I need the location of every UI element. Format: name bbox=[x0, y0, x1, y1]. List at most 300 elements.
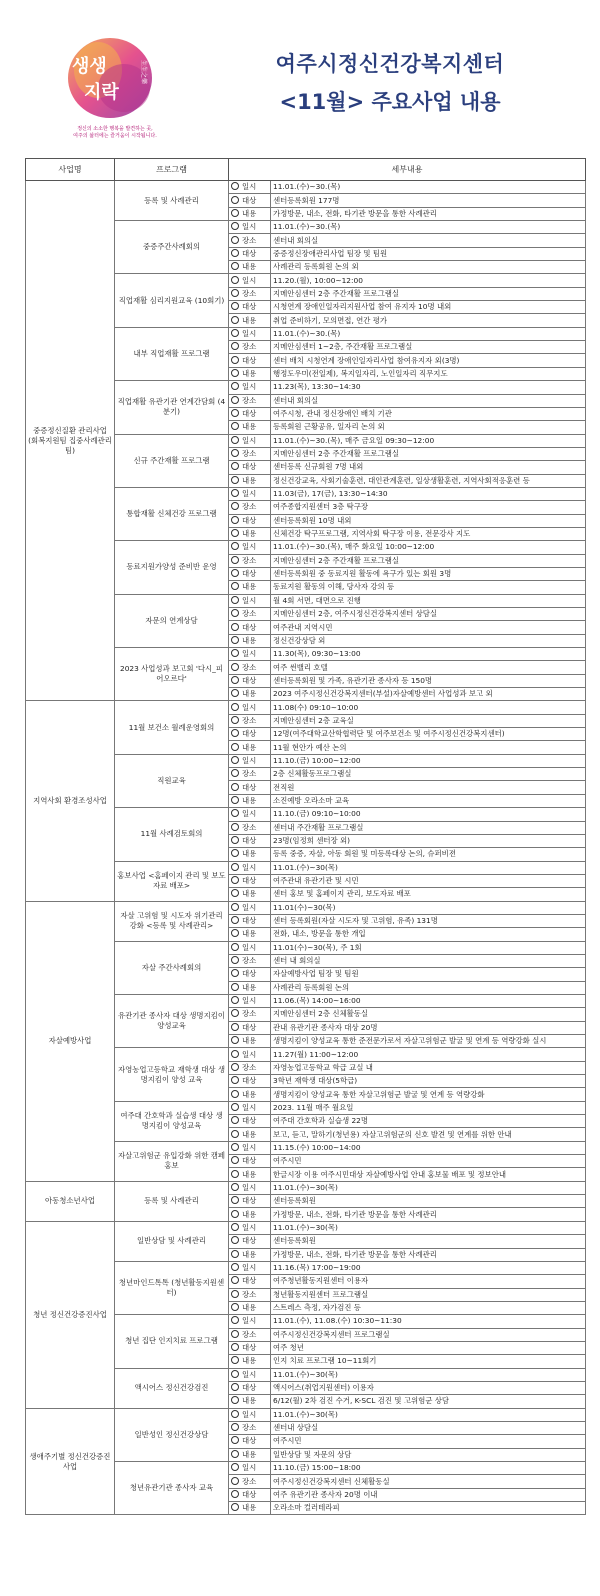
business-name: 생애주기별 정신건강증진사업 bbox=[26, 1408, 115, 1515]
program-name: 신규 주간재활 프로그램 bbox=[115, 434, 229, 487]
detail-label: 장소 bbox=[242, 395, 257, 405]
detail-value: 가정방문, 내소, 전화, 타기관 방문을 통한 사례관리 bbox=[271, 207, 586, 220]
detail-label: 장소 bbox=[242, 1009, 257, 1019]
detail-label: 대상 bbox=[242, 1489, 257, 1499]
detail-label-cell bbox=[229, 834, 271, 847]
detail-label-cell bbox=[229, 1208, 271, 1221]
circle-bullet-icon bbox=[231, 956, 239, 964]
detail-label: 대상 bbox=[242, 569, 257, 579]
detail-value: 센터등록회원 중 동료지원 활동에 욕구가 있는 회원 3명 bbox=[271, 567, 586, 580]
circle-bullet-icon bbox=[231, 542, 239, 550]
program-name: 직업재활 유관기관 연계간담회 (4분기) bbox=[115, 381, 229, 434]
circle-bullet-icon bbox=[231, 823, 239, 831]
circle-bullet-icon bbox=[231, 249, 239, 257]
program-name: 등록 및 사례관리 bbox=[115, 1181, 229, 1221]
detail-label: 일시 bbox=[242, 275, 257, 285]
logo-tagline-2: 여주의 삶터에는 즐거움이 시작됩니다. bbox=[73, 133, 157, 139]
circle-bullet-icon bbox=[231, 556, 239, 564]
detail-label: 대상 bbox=[242, 248, 257, 258]
circle-bullet-icon bbox=[231, 356, 239, 364]
detail-value: 센터등록 신규회원 7명 내외 bbox=[271, 461, 586, 474]
program-name: 중증주간사례회의 bbox=[115, 221, 229, 274]
circle-bullet-icon bbox=[231, 1343, 239, 1351]
circle-bullet-icon bbox=[231, 569, 239, 577]
detail-label-cell bbox=[229, 327, 271, 340]
detail-label-cell bbox=[229, 407, 271, 420]
detail-label: 일시 bbox=[242, 996, 257, 1006]
circle-bullet-icon bbox=[231, 876, 239, 884]
circle-bullet-icon bbox=[231, 1316, 239, 1324]
detail-label-cell bbox=[229, 981, 271, 994]
detail-value: 센터내 상담실 bbox=[271, 1421, 586, 1434]
detail-value: 지메안심센터 2층 주간재활 프로그램실 bbox=[271, 554, 586, 567]
circle-bullet-icon bbox=[231, 1036, 239, 1044]
detail-label: 장소 bbox=[242, 555, 257, 565]
detail-value: 11.10.(금) 10:00~12:00 bbox=[271, 754, 586, 767]
detail-label-cell bbox=[229, 674, 271, 687]
detail-label-cell bbox=[229, 594, 271, 607]
detail-label-cell bbox=[229, 1088, 271, 1101]
circle-bullet-icon bbox=[231, 502, 239, 510]
detail-label-cell bbox=[229, 461, 271, 474]
detail-value: 11.01.(수)~30.(목) bbox=[271, 181, 586, 194]
detail-label: 내용 bbox=[242, 208, 257, 218]
detail-label: 일시 bbox=[242, 1222, 257, 1232]
circle-bullet-icon bbox=[231, 1450, 239, 1458]
program-name: 11월 보건소 월례운영회의 bbox=[115, 701, 229, 754]
detail-value: 스트레스 측정, 자가검진 등 bbox=[271, 1301, 586, 1314]
program-name: 통합재활 신체건강 프로그램 bbox=[115, 487, 229, 540]
detail-label-cell bbox=[229, 1355, 271, 1368]
detail-label: 장소 bbox=[242, 956, 257, 966]
detail-label-cell bbox=[229, 1475, 271, 1488]
detail-value: 11.01.(수)~30(목) bbox=[271, 1368, 586, 1381]
detail-value: 전직원 bbox=[271, 781, 586, 794]
detail-value: 센터등록회원 bbox=[271, 1195, 586, 1208]
detail-label-cell bbox=[229, 1048, 271, 1061]
detail-label-cell bbox=[229, 1035, 271, 1048]
detail-label-cell bbox=[229, 768, 271, 781]
detail-label-cell bbox=[229, 1115, 271, 1128]
circle-bullet-icon bbox=[231, 1356, 239, 1364]
detail-label-cell bbox=[229, 1341, 271, 1354]
circle-bullet-icon bbox=[231, 1490, 239, 1498]
circle-bullet-icon bbox=[231, 836, 239, 844]
detail-label: 대상 bbox=[242, 1116, 257, 1126]
svg-text:생생: 생생 bbox=[72, 56, 107, 77]
program-name: 직원교육 bbox=[115, 754, 229, 807]
business-name: 중증정신질환 관리사업 (회복지원팀 집중사례관리팀) bbox=[26, 181, 115, 701]
circle-bullet-icon bbox=[231, 1050, 239, 1058]
page-header bbox=[0, 0, 600, 160]
detail-label-cell bbox=[229, 848, 271, 861]
circle-bullet-icon bbox=[231, 1383, 239, 1391]
page-title: 여주시정신건강복지센터 bbox=[275, 52, 505, 76]
circle-bullet-icon bbox=[231, 996, 239, 1004]
detail-label: 내용 bbox=[242, 742, 257, 752]
detail-label: 내용 bbox=[242, 529, 257, 539]
detail-value: 11.01.(수)~30.(목), 매주 화요일 10:00~12:00 bbox=[271, 541, 586, 554]
detail-label: 내용 bbox=[242, 889, 257, 899]
detail-value: 11.01.(수)~30(목) bbox=[271, 1408, 586, 1421]
circle-bullet-icon bbox=[231, 889, 239, 897]
detail-value: 지메안심센터 2층, 여주시정신건강복지센터 상담실 bbox=[271, 608, 586, 621]
detail-label: 일시 bbox=[242, 1049, 257, 1059]
circle-bullet-icon bbox=[231, 529, 239, 537]
detail-value: 11.06.(목) 14:00~16:00 bbox=[271, 994, 586, 1007]
circle-bullet-icon bbox=[231, 1250, 239, 1258]
detail-label-cell bbox=[229, 648, 271, 661]
detail-label: 내용 bbox=[242, 475, 257, 485]
detail-label-cell bbox=[229, 314, 271, 327]
detail-label-cell bbox=[229, 1221, 271, 1234]
program-table bbox=[25, 158, 586, 1515]
detail-label-cell bbox=[229, 1075, 271, 1088]
table-row bbox=[26, 1408, 586, 1421]
circle-bullet-icon bbox=[231, 1103, 239, 1111]
detail-label-cell bbox=[229, 487, 271, 500]
detail-label: 일시 bbox=[242, 702, 257, 712]
detail-label-cell bbox=[229, 1395, 271, 1408]
circle-bullet-icon bbox=[231, 1370, 239, 1378]
detail-value: 11.01.(수)~30.(목), 매주 금요일 09:30~12:00 bbox=[271, 434, 586, 447]
detail-label-cell bbox=[229, 341, 271, 354]
logo-tagline bbox=[50, 126, 180, 140]
detail-label-cell bbox=[229, 754, 271, 767]
svg-text:生生之樂: 生生之樂 bbox=[140, 60, 147, 85]
detail-label: 대상 bbox=[242, 1196, 257, 1206]
program-name: 자살 고위험 및 시도자 위기관리 강화 <등록 및 사례관리> bbox=[115, 901, 229, 941]
detail-label-cell bbox=[229, 287, 271, 300]
detail-value: 소진예방 오라소마 교육 bbox=[271, 794, 586, 807]
detail-label-cell bbox=[229, 474, 271, 487]
detail-label: 장소 bbox=[242, 662, 257, 672]
logo bbox=[58, 30, 168, 125]
business-name: 자살예방사업 bbox=[26, 901, 115, 1181]
detail-label: 대상 bbox=[242, 1383, 257, 1393]
detail-label: 대상 bbox=[242, 1156, 257, 1166]
program-name: 2023 사업성과 보고회 '다시_피어오르다' bbox=[115, 648, 229, 701]
detail-value: 지메안심센터 2층 주간재활 프로그램실 bbox=[271, 447, 586, 460]
detail-label: 장소 bbox=[242, 288, 257, 298]
detail-label-cell bbox=[229, 1301, 271, 1314]
program-name: 청년 집단 인지치료 프로그램 bbox=[115, 1315, 229, 1368]
detail-label-cell bbox=[229, 1488, 271, 1501]
detail-value: 시청연계 장애인일자리지원사업 참여 유지자 10명 내외 bbox=[271, 301, 586, 314]
detail-value: 11.01.(수)~30.(목) bbox=[271, 327, 586, 340]
program-name: 청년유관기관 종사자 교육 bbox=[115, 1462, 229, 1515]
circle-bullet-icon bbox=[231, 476, 239, 484]
detail-value: 센터내 주간재활 프로그램실 bbox=[271, 821, 586, 834]
circle-bullet-icon bbox=[231, 329, 239, 337]
circle-bullet-icon bbox=[231, 276, 239, 284]
detail-label: 내용 bbox=[242, 849, 257, 859]
detail-label: 일시 bbox=[242, 649, 257, 659]
detail-value: 11.20.(월), 10:00~12:00 bbox=[271, 274, 586, 287]
detail-value: 11.01.(수)~30(목) bbox=[271, 1181, 586, 1194]
detail-label-cell bbox=[229, 928, 271, 941]
detail-value: 사례관리 등록회원 논의 외 bbox=[271, 261, 586, 274]
detail-label-cell bbox=[229, 1288, 271, 1301]
circle-bullet-icon bbox=[231, 1477, 239, 1485]
detail-label-cell bbox=[229, 1328, 271, 1341]
detail-label: 일시 bbox=[242, 1263, 257, 1273]
detail-label: 대상 bbox=[242, 622, 257, 632]
detail-label: 장소 bbox=[242, 1289, 257, 1299]
detail-label-cell bbox=[229, 1435, 271, 1448]
detail-value: 11.27(월) 11:00~12:00 bbox=[271, 1048, 586, 1061]
detail-label-cell bbox=[229, 234, 271, 247]
circle-bullet-icon bbox=[231, 342, 239, 350]
detail-label: 대상 bbox=[242, 1076, 257, 1086]
detail-value: 전화, 내소, 방문을 통한 개입 bbox=[271, 928, 586, 941]
detail-value: 여주시청, 관내 정신장애인 배치 기관 bbox=[271, 407, 586, 420]
detail-label-cell bbox=[229, 581, 271, 594]
detail-label-cell bbox=[229, 541, 271, 554]
circle-bullet-icon bbox=[231, 716, 239, 724]
program-name: 자영농업고등학교 재학생 대상 생명지킴이 양성 교육 bbox=[115, 1048, 229, 1101]
detail-value: 가정방문, 내소, 전화, 타기관 방문을 통한 사례관리 bbox=[271, 1248, 586, 1261]
detail-label-cell bbox=[229, 514, 271, 527]
detail-label-cell bbox=[229, 1195, 271, 1208]
circle-bullet-icon bbox=[231, 436, 239, 444]
detail-label-cell bbox=[229, 808, 271, 821]
detail-label: 일시 bbox=[242, 1409, 257, 1419]
program-name: 직업재활 심리지원교육 (10회기) bbox=[115, 274, 229, 327]
detail-label: 내용 bbox=[242, 982, 257, 992]
circle-bullet-icon bbox=[231, 1063, 239, 1071]
detail-value: 23명(임정희 센터장 외) bbox=[271, 834, 586, 847]
detail-value: 한글시장 이용 여주시민대상 자살예방사업 안내 홍보물 배포 및 정보안내 bbox=[271, 1168, 586, 1181]
detail-label: 대상 bbox=[242, 729, 257, 739]
circle-bullet-icon bbox=[231, 1009, 239, 1017]
circle-bullet-icon bbox=[231, 1276, 239, 1284]
detail-value: 11.16.(목) 17:00~19:00 bbox=[271, 1261, 586, 1274]
circle-bullet-icon bbox=[231, 756, 239, 764]
detail-label: 일시 bbox=[242, 542, 257, 552]
detail-label: 일시 bbox=[242, 1102, 257, 1112]
circle-bullet-icon bbox=[231, 1423, 239, 1431]
detail-value: 중증정신장애관리사업 팀장 및 팀원 bbox=[271, 247, 586, 260]
detail-label-cell bbox=[229, 554, 271, 567]
detail-label-cell bbox=[229, 741, 271, 754]
circle-bullet-icon bbox=[231, 916, 239, 924]
detail-label: 일시 bbox=[242, 182, 257, 192]
program-name: 자살 주간사례회의 bbox=[115, 941, 229, 994]
detail-label-cell bbox=[229, 1168, 271, 1181]
detail-label-cell bbox=[229, 181, 271, 194]
circle-bullet-icon bbox=[231, 369, 239, 377]
circle-bullet-icon bbox=[231, 1396, 239, 1404]
circle-bullet-icon bbox=[231, 729, 239, 737]
detail-label-cell bbox=[229, 1368, 271, 1381]
detail-label-cell bbox=[229, 1421, 271, 1434]
circle-bullet-icon bbox=[231, 1183, 239, 1191]
circle-bullet-icon bbox=[231, 943, 239, 951]
detail-value: 지메안심센터 2층 신체활동실 bbox=[271, 1008, 586, 1021]
detail-label: 대상 bbox=[242, 876, 257, 886]
detail-label-cell bbox=[229, 1061, 271, 1074]
detail-label: 대상 bbox=[242, 195, 257, 205]
detail-label: 일시 bbox=[242, 435, 257, 445]
detail-value: 보고, 듣고, 말하기(청년용) 자살고위험군의 신호 발견 및 연계를 위한 안내 bbox=[271, 1128, 586, 1141]
header-detail: 세부내용 bbox=[229, 159, 586, 181]
detail-label-cell bbox=[229, 701, 271, 714]
detail-value: 여주관내 지역시민 bbox=[271, 621, 586, 634]
circle-bullet-icon bbox=[231, 409, 239, 417]
detail-value: 사례관리 등록회원 논의 bbox=[271, 981, 586, 994]
detail-label-cell bbox=[229, 1235, 271, 1248]
program-name: 동료지원가양성 준비반 운영 bbox=[115, 541, 229, 594]
program-name: 등록 및 사례관리 bbox=[115, 181, 229, 221]
program-name: 일반성인 정신건강상담 bbox=[115, 1408, 229, 1461]
detail-label-cell bbox=[229, 1315, 271, 1328]
detail-label: 대상 bbox=[242, 1276, 257, 1286]
detail-label: 일시 bbox=[242, 382, 257, 392]
detail-value: 여주관내 유관기관 및 시민 bbox=[271, 874, 586, 887]
circle-bullet-icon bbox=[231, 582, 239, 590]
detail-label-cell bbox=[229, 1008, 271, 1021]
detail-value: 행정도우미(전일제), 복지일자리, 노인일자리 직무지도 bbox=[271, 367, 586, 380]
circle-bullet-icon bbox=[231, 1436, 239, 1444]
detail-value: 생명지킴이 양성교육 통한 자살고위험군 발굴 및 연계 등 역량강화 bbox=[271, 1088, 586, 1101]
circle-bullet-icon bbox=[231, 462, 239, 470]
circle-bullet-icon bbox=[231, 196, 239, 204]
detail-label: 내용 bbox=[242, 1396, 257, 1406]
detail-value: 센터 배치 시청연계 장애인일자리사업 참여유지자 외(3명) bbox=[271, 354, 586, 367]
detail-label: 대상 bbox=[242, 1236, 257, 1246]
circle-bullet-icon bbox=[231, 1263, 239, 1271]
detail-value: 등록 중증, 자살, 아동 회원 및 미등록대상 논의, 슈퍼비젼 bbox=[271, 848, 586, 861]
program-name: 액시어스 정신건강검진 bbox=[115, 1368, 229, 1408]
page-subtitle: <11월> 주요사업 내용 bbox=[279, 90, 501, 114]
detail-value: 12명(여주대학교산학협력단 및 여주보건소 및 여주시정신건강복지센터) bbox=[271, 728, 586, 741]
detail-label-cell bbox=[229, 688, 271, 701]
detail-label-cell bbox=[229, 1181, 271, 1194]
detail-label-cell bbox=[229, 1381, 271, 1394]
circle-bullet-icon bbox=[231, 863, 239, 871]
detail-value: 여주시민 bbox=[271, 1155, 586, 1168]
circle-bullet-icon bbox=[231, 609, 239, 617]
detail-label-cell bbox=[229, 1502, 271, 1515]
detail-label: 내용 bbox=[242, 1356, 257, 1366]
detail-value: 여주대 간호학과 실습생 22명 bbox=[271, 1115, 586, 1128]
detail-value: 센터등록회원 177명 bbox=[271, 194, 586, 207]
detail-label-cell bbox=[229, 221, 271, 234]
circle-bullet-icon bbox=[231, 382, 239, 390]
detail-value: 인지 치료 프로그램 10~11회기 bbox=[271, 1355, 586, 1368]
circle-bullet-icon bbox=[231, 289, 239, 297]
detail-value: 11.10.(금) 09:10~10:00 bbox=[271, 808, 586, 821]
detail-value: 여주 썬밸리 호텔 bbox=[271, 661, 586, 674]
detail-label: 대상 bbox=[242, 782, 257, 792]
detail-label: 내용 bbox=[242, 929, 257, 939]
detail-value: 정신건강교육, 사회기술훈련, 대인관계훈련, 일상생활훈련, 지역사회적응훈련 등 bbox=[271, 474, 586, 487]
detail-value: 센터등록회원 10명 내외 bbox=[271, 514, 586, 527]
detail-label-cell bbox=[229, 207, 271, 220]
detail-label: 장소 bbox=[242, 235, 257, 245]
circle-bullet-icon bbox=[231, 316, 239, 324]
detail-value: 관내 유관기관 종사자 대상 20명 bbox=[271, 1021, 586, 1034]
detail-label: 대상 bbox=[242, 1436, 257, 1446]
detail-value: 11.03(금), 17(금), 13:30~14:30 bbox=[271, 487, 586, 500]
circle-bullet-icon bbox=[231, 676, 239, 684]
detail-value: 센터등록회원 bbox=[271, 1235, 586, 1248]
detail-value: 센터등록회원 및 가족, 유관기관 종사자 등 150명 bbox=[271, 674, 586, 687]
detail-label: 내용 bbox=[242, 1129, 257, 1139]
detail-label-cell bbox=[229, 634, 271, 647]
circle-bullet-icon bbox=[231, 1210, 239, 1218]
circle-bullet-icon bbox=[231, 649, 239, 657]
detail-label-cell bbox=[229, 954, 271, 967]
detail-label: 내용 bbox=[242, 1089, 257, 1099]
detail-label-cell bbox=[229, 1408, 271, 1421]
program-name: 일반상담 및 사례관리 bbox=[115, 1221, 229, 1261]
detail-label: 대상 bbox=[242, 1343, 257, 1353]
detail-label: 내용 bbox=[242, 582, 257, 592]
detail-label: 일시 bbox=[242, 862, 257, 872]
detail-value: 정신건강상담 외 bbox=[271, 634, 586, 647]
detail-value: 2023. 11월 매주 월요일 bbox=[271, 1101, 586, 1114]
detail-label-cell bbox=[229, 434, 271, 447]
circle-bullet-icon bbox=[231, 1130, 239, 1138]
circle-bullet-icon bbox=[231, 1503, 239, 1511]
circle-bullet-icon bbox=[231, 1076, 239, 1084]
detail-value: 3학년 재학생 대상(5학급) bbox=[271, 1075, 586, 1088]
detail-value: 지메안심센터 2층 교육실 bbox=[271, 714, 586, 727]
circle-bullet-icon bbox=[231, 262, 239, 270]
detail-label-cell bbox=[229, 1155, 271, 1168]
detail-label: 일시 bbox=[242, 328, 257, 338]
table-row bbox=[26, 701, 586, 714]
detail-label: 대상 bbox=[242, 916, 257, 926]
table-row bbox=[26, 181, 586, 194]
circle-bullet-icon bbox=[231, 1223, 239, 1231]
detail-label-cell bbox=[229, 621, 271, 634]
circle-bullet-icon bbox=[231, 1236, 239, 1244]
circle-bullet-icon bbox=[231, 1410, 239, 1418]
header-program: 프로그램 bbox=[115, 159, 229, 181]
circle-bullet-icon bbox=[231, 1156, 239, 1164]
logo-mark bbox=[58, 30, 168, 125]
business-name: 지역사회 환경조성사업 bbox=[26, 701, 115, 901]
detail-value: 가정방문, 내소, 전화, 타기관 방문을 통한 사례관리 bbox=[271, 1208, 586, 1221]
detail-value: 자살예방사업 팀장 및 팀원 bbox=[271, 968, 586, 981]
detail-value: 월 4회 서면, 대면으로 진행 bbox=[271, 594, 586, 607]
circle-bullet-icon bbox=[231, 596, 239, 604]
circle-bullet-icon bbox=[231, 636, 239, 644]
detail-label-cell bbox=[229, 1248, 271, 1261]
detail-value: 센터 내 회의실 bbox=[271, 954, 586, 967]
detail-value: 여주 청년 bbox=[271, 1341, 586, 1354]
detail-label-cell bbox=[229, 501, 271, 514]
detail-label-cell bbox=[229, 861, 271, 874]
detail-label: 대상 bbox=[242, 462, 257, 472]
detail-label-cell bbox=[229, 1462, 271, 1475]
program-name: 청년마인드톡톡 (청년활동지원센터) bbox=[115, 1261, 229, 1314]
detail-value: 11.23(목), 13:30~14:30 bbox=[271, 381, 586, 394]
svg-text:지락: 지락 bbox=[84, 82, 119, 103]
detail-value: 청년활동지원센터 프로그램실 bbox=[271, 1288, 586, 1301]
detail-label: 내용 bbox=[242, 1503, 257, 1513]
detail-label: 일시 bbox=[242, 222, 257, 232]
detail-label-cell bbox=[229, 247, 271, 260]
detail-label: 장소 bbox=[242, 502, 257, 512]
detail-value: 일반상담 및 자문의 상담 bbox=[271, 1448, 586, 1461]
detail-label-cell bbox=[229, 394, 271, 407]
detail-label: 내용 bbox=[242, 689, 257, 699]
circle-bullet-icon bbox=[231, 302, 239, 310]
